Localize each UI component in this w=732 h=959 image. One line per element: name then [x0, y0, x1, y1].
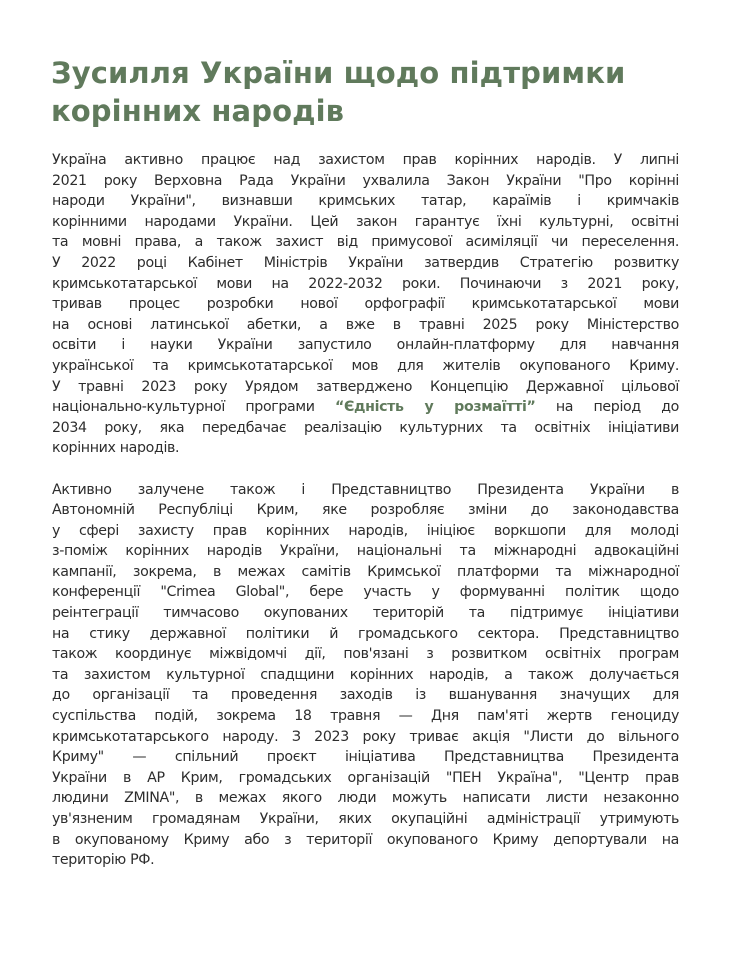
text-line: до організації та проведення заходів із вшанування значущих для: [52, 687, 679, 704]
text-line: та захистом культурної спадщини корінних народів, а також долучається: [52, 666, 679, 683]
text-line: корінних народів.: [52, 440, 180, 457]
text-line: конференції "Crimea Global", бере участь у формуванні політик щодо: [52, 584, 679, 601]
page-title: [51, 54, 691, 130]
text-line: України в АР Крим, громадських організацій "ПЕН Україна", "Центр прав: [52, 769, 679, 786]
text-line: Україна активно працює над захистом прав корінних народів. У липні: [52, 152, 679, 168]
text-line: освіти і науки України запустило онлайн-платформу для навчання: [52, 337, 679, 354]
text-line-with-highlight: [52, 397, 679, 418]
text-line: територію РФ.: [52, 852, 155, 869]
text-line: реінтеграції тимчасово окупованих територій та підтримує ініціативи: [52, 605, 679, 622]
text-line: на основі латинської абетки, а вже в травні 2025 року Міністерство: [52, 316, 679, 333]
text-line: української та кримськотатарської мов для жителів окупованого Криму.: [52, 357, 679, 374]
text-line: ув'язненим громадянам України, яких окупаційні адміністрації утримують: [52, 811, 679, 827]
title-line-2: корінних народів: [51, 94, 345, 128]
text-line: Автономній Республіці Крим, яке розробляє зміни до законодавства: [52, 502, 679, 519]
text-line: У травні 2023 року Урядом затверджено Концепцію Державної цільової: [52, 378, 679, 395]
text-line: на стику державної політики й громадського сектора. Представництво: [52, 625, 679, 642]
text-line: корінними народами України. Цей закон гарантує їхні культурні, освітні: [52, 213, 679, 230]
text-line: кримськотатарської мови на 2022-2032 роки. Починаючи з 2021 року,: [52, 275, 679, 292]
text-line: та мовні права, а також захист від примусової асиміляції чи переселення.: [52, 234, 679, 251]
text-line: 2034 року, яка передбачає реалізацію культурних та освітніх ініціативи: [52, 419, 679, 436]
paragraph-1: [52, 150, 679, 459]
program-name-highlight: “Єдність у розмаїтті”: [334, 399, 536, 416]
article-body: [52, 150, 679, 871]
text-fragment: національно-культурної програми: [52, 399, 335, 416]
text-line: кампанії, зокрема, в межах самітів Кримської платформи та міжнародної: [52, 563, 679, 580]
text-line: У 2022 році Кабінет Міністрів України затвердив Стратегію розвитку: [52, 254, 679, 271]
text-line: кримськотатарського народу. З 2023 року триває акція "Листи до вільного: [52, 728, 679, 745]
title-line-1: Зусилля України щодо підтримки: [51, 56, 626, 90]
text-line: у сфері захисту прав корінних народів, ініціює воркшопи для молоді: [52, 522, 679, 539]
text-line: Активно залучене також і Представництво Президента України в: [52, 481, 679, 498]
text-line: тривав процес розробки нової орфографії кримськотатарської мови: [52, 296, 679, 313]
text-line: з-поміж корінних народів України, національні та міжнародні адвокаційні: [52, 543, 679, 560]
text-line: 2021 року Верховна Рада України ухвалила Закон України "Про корінні: [52, 172, 679, 189]
paragraph-2: [52, 480, 679, 871]
text-line: народи України", визнавши кримських татар, караїмів і кримчаків: [52, 193, 679, 210]
text-line: суспільства подій, зокрема 18 травня — Дня пам'яті жертв геноциду: [52, 708, 679, 725]
text-fragment: на період до: [535, 399, 679, 416]
text-line: в окупованому Криму або з території окупованого Криму депортували на: [52, 831, 679, 848]
text-line: Криму" — спільний проєкт ініціатива Представництва Президента: [52, 749, 679, 766]
text-line: також координує міжвідомчі дії, пов'язані з розвитком освітніх програм: [52, 646, 679, 663]
text-line: людини ZMINA", в межах якого люди можуть написати листи незаконно: [52, 790, 679, 807]
